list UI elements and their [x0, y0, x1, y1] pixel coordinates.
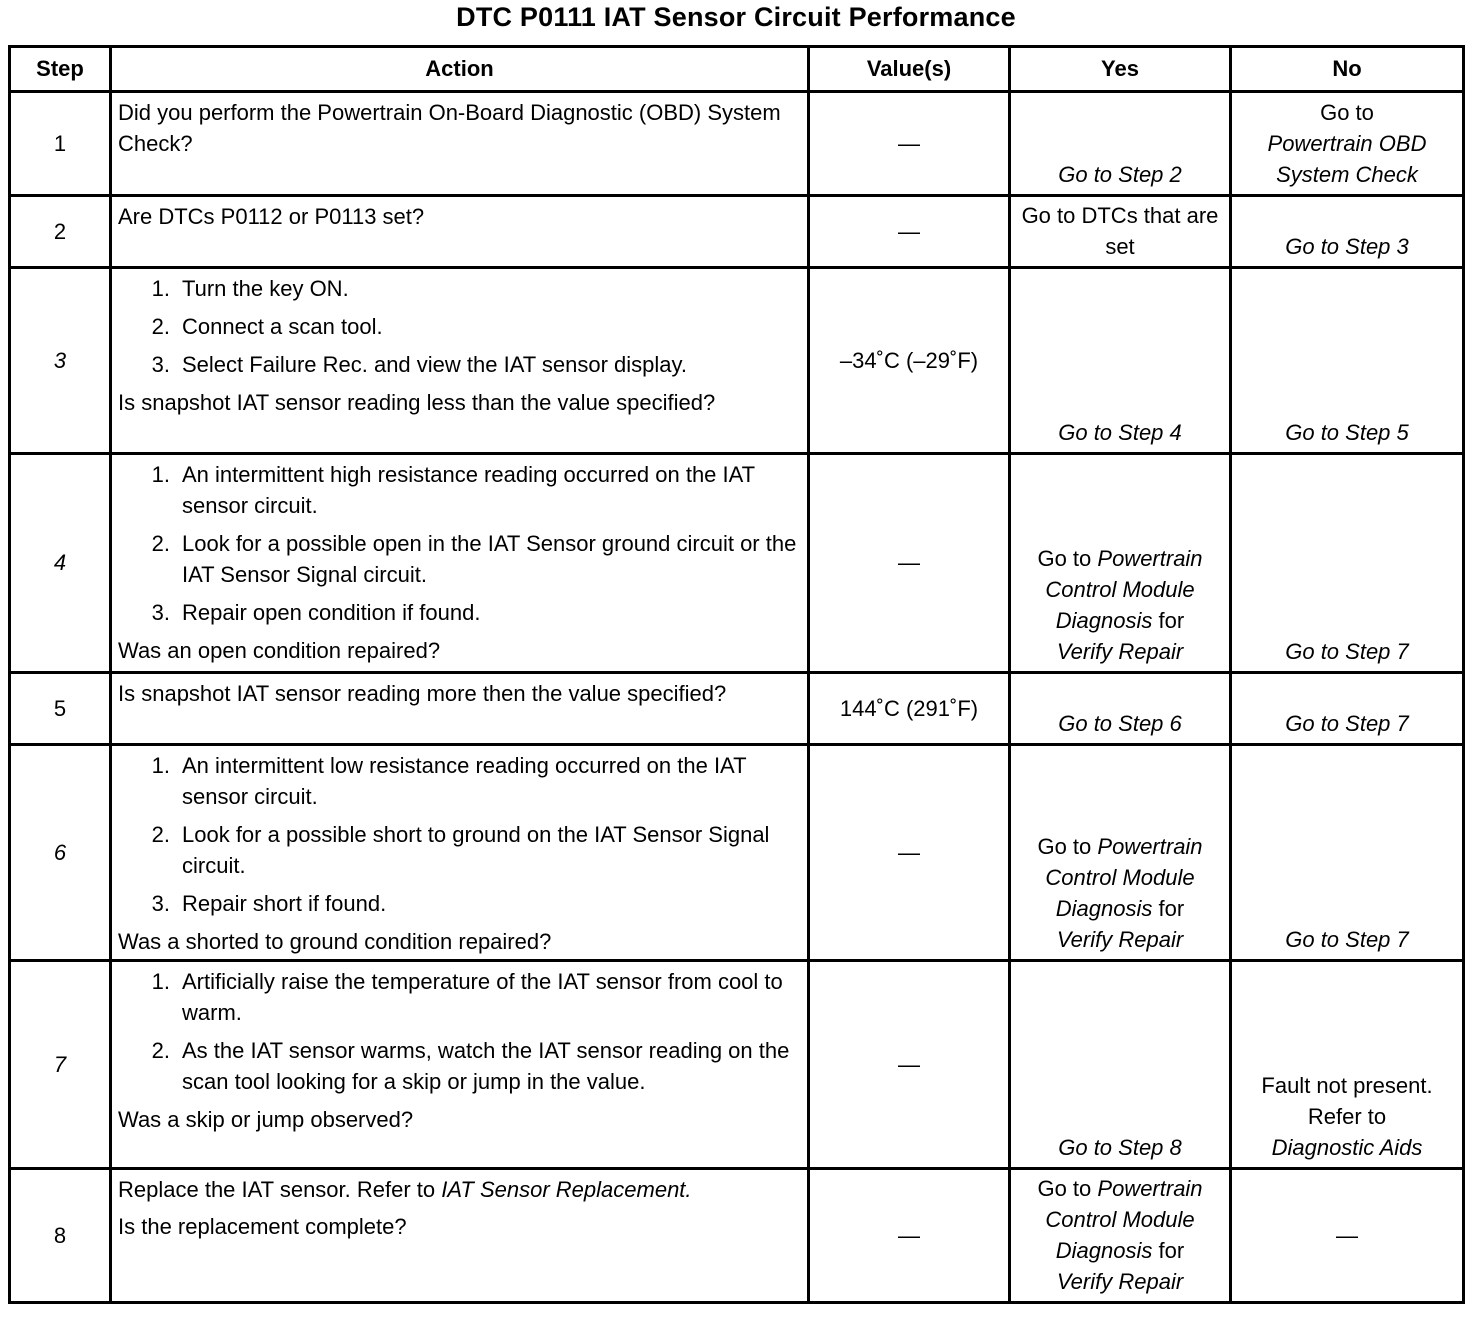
table-row	[10, 92, 1464, 196]
list-item: 1. Artificially raise the temperature of the IAT sensor from cool to warm.	[151, 969, 783, 1025]
procedure-list	[118, 273, 801, 380]
list-item: 2. Look for a possible open in the IAT Sensor ground circuit or the IAT Sensor Signal circuit.	[151, 531, 797, 587]
step-number: 8	[10, 1169, 111, 1303]
procedure-list	[118, 459, 801, 628]
question-text: Was a shorted to ground condition repaired?	[118, 929, 552, 954]
action-cell	[111, 961, 809, 1169]
question-text: Was a skip or jump observed?	[118, 1107, 414, 1132]
no-cell: Go to Step 3	[1231, 196, 1464, 268]
action-cell	[111, 268, 809, 454]
no-cell: Go to Step 7	[1231, 454, 1464, 673]
diagnostic-table	[8, 45, 1465, 1304]
value-cell: —	[809, 1169, 1010, 1303]
yes-cell: Go to Step 2	[1010, 92, 1231, 196]
action-cell	[111, 92, 809, 196]
action-cell	[111, 454, 809, 673]
list-item: 1. An intermittent high resistance reading occurred on the IAT sensor circuit.	[151, 462, 755, 518]
action-cell	[111, 673, 809, 745]
list-item: 1. An intermittent low resistance reading occurred on the IAT sensor circuit.	[151, 753, 747, 809]
table-header-row	[10, 47, 1464, 92]
step-number: 5	[10, 673, 111, 745]
yes-cell: Go to Step 6	[1010, 673, 1231, 745]
no-cell	[1231, 92, 1464, 196]
yes-cell: Go to Powertrain Control Module Diagnosis for Verify Repair	[1010, 454, 1231, 673]
list-item: 2. Look for a possible short to ground on the IAT Sensor Signal circuit.	[151, 822, 770, 878]
table-row	[10, 673, 1464, 745]
table-row	[10, 268, 1464, 454]
no-cell: —	[1231, 1169, 1464, 1303]
list-item: 2. As the IAT sensor warms, watch the IAT sensor reading on the scan tool looking for a skip or jump in the value.	[151, 1038, 790, 1094]
page-title: DTC P0111 IAT Sensor Circuit Performance	[456, 2, 1016, 32]
step-number: 7	[10, 961, 111, 1169]
yes-cell: Go to Powertrain Control Module Diagnosis for Verify Repair	[1010, 1169, 1231, 1303]
value-cell: –34˚C (–29˚F)	[809, 268, 1010, 454]
no-cell: Go to Step 7	[1231, 745, 1464, 961]
list-item: 2. Connect a scan tool.	[151, 314, 383, 339]
header-values: Value(s)	[809, 47, 1010, 92]
action-cell	[111, 196, 809, 268]
list-item: 3. Repair open condition if found.	[151, 600, 481, 625]
step-number: 2	[10, 196, 111, 268]
procedure-list	[118, 750, 801, 919]
table-row	[10, 745, 1464, 961]
list-item: 3. Select Failure Rec. and view the IAT sensor display.	[151, 352, 688, 377]
header-no: No	[1231, 47, 1464, 92]
no-text: Fault not present. Refer to	[1261, 1073, 1433, 1129]
no-text: Go to	[1320, 100, 1374, 125]
no-cell: Go to Step 7	[1231, 673, 1464, 745]
action-text: Is snapshot IAT sensor reading more then the value specified?	[118, 681, 727, 706]
list-item: 1. Turn the key ON.	[151, 276, 349, 301]
no-cell	[1231, 961, 1464, 1169]
question-text: Is snapshot IAT sensor reading less than the value specified?	[118, 390, 716, 415]
table-row	[10, 961, 1464, 1169]
no-cell: Go to Step 5	[1231, 268, 1464, 454]
yes-cell: Go to DTCs that are set	[1010, 196, 1231, 268]
no-reference: Diagnostic Aids	[1271, 1135, 1423, 1160]
yes-cell: Go to Step 4	[1010, 268, 1231, 454]
value-cell: —	[809, 92, 1010, 196]
yes-cell: Go to Step 8	[1010, 961, 1231, 1169]
value-cell: —	[809, 196, 1010, 268]
procedure-list	[118, 966, 801, 1097]
no-reference: Powertrain OBD System Check	[1267, 131, 1427, 187]
value-cell: 144˚C (291˚F)	[809, 673, 1010, 745]
value-cell: —	[809, 745, 1010, 961]
table-row	[10, 1169, 1464, 1303]
table-row	[10, 454, 1464, 673]
question-text: Was an open condition repaired?	[118, 638, 441, 663]
value-cell: —	[809, 454, 1010, 673]
header-action: Action	[111, 47, 809, 92]
step-number: 6	[10, 745, 111, 961]
header-yes: Yes	[1010, 47, 1231, 92]
header-step: Step	[10, 47, 111, 92]
step-number: 4	[10, 454, 111, 673]
question-text: Is the replacement complete?	[118, 1214, 407, 1239]
value-cell: —	[809, 961, 1010, 1169]
action-text: Are DTCs P0112 or P0113 set?	[118, 204, 425, 229]
action-text: Did you perform the Powertrain On-Board Diagnostic (OBD) System Check?	[118, 100, 781, 156]
action-cell	[111, 745, 809, 961]
step-number: 3	[10, 268, 111, 454]
action-cell	[111, 1169, 809, 1303]
action-text: Replace the IAT sensor. Refer to IAT Sensor Replacement.	[118, 1177, 692, 1202]
yes-cell: Go to Powertrain Control Module Diagnosis for Verify Repair	[1010, 745, 1231, 961]
step-number: 1	[10, 92, 111, 196]
list-item: 3. Repair short if found.	[151, 891, 387, 916]
table-row	[10, 196, 1464, 268]
